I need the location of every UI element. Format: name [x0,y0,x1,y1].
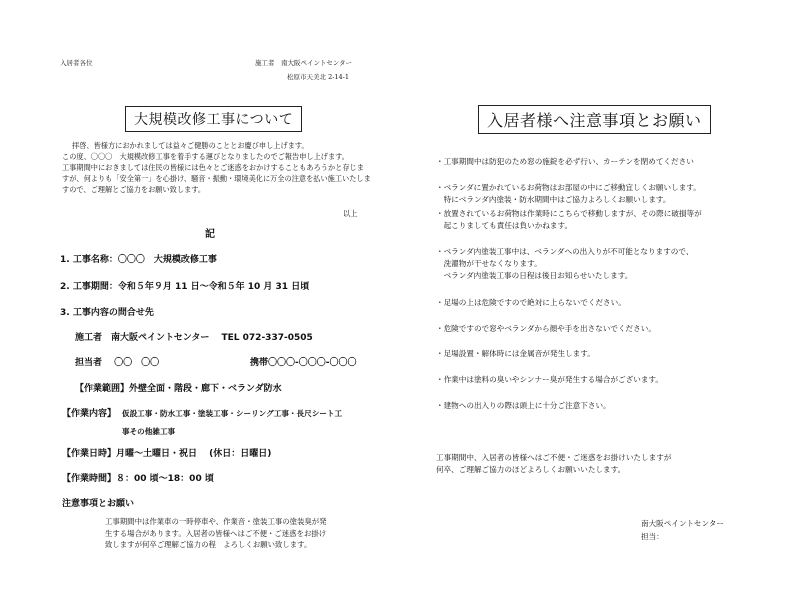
sender-address: 松原市天美北 2-14-1 [287,73,350,81]
closing-line: 工事期間中、入居者の皆様へはご不便・ご迷惑をお掛けいたしますが [436,453,672,462]
caution-line: ・ベランダに置かれているお荷物はお部屋の中にご移動宜しくお願いします。 [436,183,701,192]
caution-line: ・放置されているお荷物は作業時にこちらで移動しますが、その際に破損等が [436,209,702,218]
work-hours: 【作業時間】８：00 頃〜18：00 頃 [62,474,214,484]
item-contact-heading: 3. 工事内容の問合せ先 [60,308,154,318]
intro-line: すので、ご理解とご協力をお願い致します。 [62,185,206,194]
caution-line: 起こりましても責任は負いかねます。 [436,221,573,230]
representative-label: 担当： [641,532,664,541]
intro-line: この度、〇〇〇 大規模改修工事を着手する運びとなりましたのでご報告申し上げます。 [62,152,349,161]
caution-item [436,400,611,412]
closing-line: 何卒、ご理解ご協力のほどよろしくお願いいたします。 [436,465,626,474]
caution-item [436,182,701,206]
intro-line: 工事期間中におきましては住民の皆様には色々とご迷惑をおかけすることもあろうかと存じま [62,163,364,172]
contractor-line: 施工者 南大阪ペイントセンター TEL 072-337-0505 [75,333,313,343]
ki-heading: 記 [205,229,215,240]
work-scope: 【作業範囲】外壁全面・階段・廊下・ベランダ防水 [75,384,282,394]
company-name: 南大阪ペイントセンター [641,519,724,528]
caution-item [436,156,694,168]
caution-line: 特にベランダ内塗装・防水期間中はご協力よろしくお願いします。 [436,195,671,204]
work-content-label: 【作業内容】 [62,409,117,419]
item-work-name: 1. 工事名称：〇〇〇 大規模改修工事 [60,255,217,265]
intro-line: 拝啓、皆様方におかれましては益々ご健勝のこととお慶び申し上げます。 [72,141,309,150]
caution-line: ・危険ですので窓やベランダから顔や手を出さないでください。 [436,324,656,333]
intro-paragraph [62,140,371,195]
person-line: 担当者 〇〇 〇〇 [75,358,160,368]
notice-paragraph [105,516,327,551]
caution-line: ・ベランダ内塗装工事中は、ベランダへの出入りが不可能となりますので、 [436,247,694,256]
caution-item [436,208,702,232]
caution-item [436,297,626,309]
work-content-line: 事その他雑工事 [122,427,176,436]
closing-ijou: 以上 [343,209,358,218]
closing-paragraph [436,452,671,476]
caution-item [436,348,595,360]
caution-item [436,374,663,386]
caution-item [436,323,656,335]
sender-label: 施工者 南大阪ペイントセンター [255,59,353,67]
notice-line: 致しますが何卒ご理解ご協力の程 よろしくお願い致します。 [105,540,312,549]
work-days: 【作業日時】月曜〜土曜日・祝日 (休日：日曜日) [62,449,272,459]
item-work-period: 2. 工事期間：令和５年９月 11 日〜令和５年 10 月 31 日頃 [60,282,310,292]
caution-line: ・作業中は塗料の臭いやシンナー臭が発生する場合がございます。 [436,375,664,384]
mobile-number: 携帯〇〇〇-〇〇〇-〇〇〇 [250,358,357,368]
notice-heading: 注意事項とお願い [62,499,135,509]
notice-line: 生する場合があります。入居者の皆様へはご不便・ご迷惑をお掛け [105,528,327,538]
caution-line: ・足場設置・解体時には金属音が発生します。 [436,349,595,358]
caution-item [436,246,693,282]
caution-line: ベランダ内塗装工事の日程は後日お知らせいたします。 [436,271,633,280]
page-title-right: 入居者様へ注意事項とお願い [478,105,711,134]
caution-line: ・足場の上は危険ですので絶対に上らないでください。 [436,298,626,307]
notice-page-right [400,0,800,600]
page-title-left: 大規模改修工事について [125,106,302,132]
caution-line: 洗濯物が干せなくなります。 [436,259,542,268]
work-content-line: 仮設工事・防水工事・塗装工事・シーリング工事・長尺シート工 [122,409,343,418]
intro-line: すが、何よりも「安全第一」を心掛け、騒音・振動・環境美化に万全の注意を払い施工いたしま [62,174,371,183]
recipient: 入居者各位 [60,59,93,67]
caution-line: ・工事期間中は防犯のため窓の施錠を必ず行い、カーテンを閉めてください [436,157,694,166]
notice-line: 工事期間中は作業車の一時停車や、作業音・塗装工事の塗装臭が発 [105,517,327,526]
caution-line: ・建物への出入りの際は頭上に十分ご注意下さい。 [436,401,611,410]
